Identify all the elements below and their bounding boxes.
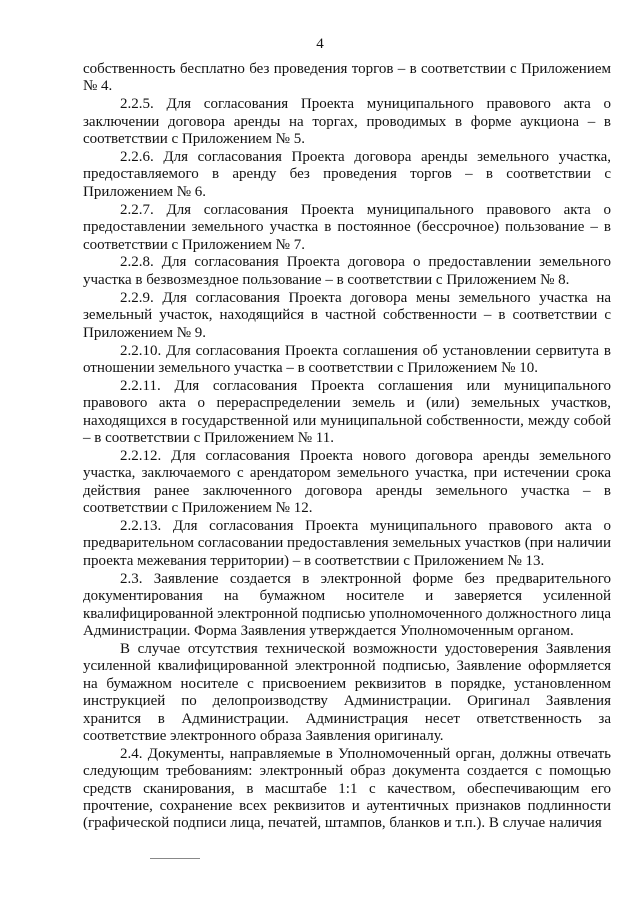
paragraph-continuation: собственность бесплатно без проведения торгов – в соответствии с Приложением № 4. [83,61,611,95]
scan-artifact-line [150,858,200,859]
paragraph-2-3: 2.3. Заявление создается в электронной форме без предварительного документирования на бумажном носителе и заверяется усиленной квалифицированной электронной подписью уполномоченного должностного лица Администрации. Форма Заявления утверждается Уполномоченным органом. [83,570,611,639]
paragraph-2-4: 2.4. Документы, направляемые в Уполномоченный орган, должны отвечать следующим требованиям: электронный образ документа создается с помощью средств сканирования, в масштабе 1:1 с качеством, обеспечивающим его прочтение, сохранение всех реквизитов и аутентичных признаков подлинности (графической подписи лица, печатей, штампов, бланков и т.п.). В случае наличия [83,745,611,832]
paragraph-2-2-6: 2.2.6. Для согласования Проекта договора аренды земельного участка, предоставляемого в аренду без проведения торгов – в соответствии с Приложением № 6. [83,149,611,200]
paragraph-2-2-13: 2.2.13. Для согласования Проекта муниципального правового акта о предварительном согласовании предоставления земельных участков (при наличии проекта межевания территории) – в соответствии с Приложением № 13. [83,518,611,569]
paragraph-2-2-9: 2.2.9. Для согласования Проекта договора мены земельного участка на земельный участок, находящийся в частной собственности – в соответствии с Приложением № 9. [83,289,611,341]
paragraph-2-2-10: 2.2.10. Для согласования Проекта соглашения об установлении сервитута в отношении земельного участка – в соответствии с Приложением № 10. [83,342,611,376]
paragraph-2-2-11: 2.2.11. Для согласования Проекта соглашения или муниципального правового акта о перераспределении земель и (или) земельных участков, находящихся в государственной или муниципальной собственности, между собой – в соответствии с Приложением № 11. [83,377,611,447]
paragraph-2-2-5: 2.2.5. Для согласования Проекта муниципального правового акта о заключении договора аренды на торгах, проводимых в форме аукциона – в соответствии с Приложением № 5. [83,96,611,148]
paragraph-2-3-continued: В случае отсутствия технической возможности удостоверения Заявления усиленной квалифицированной электронной подписью, Заявление оформляется на бумажном носителе с присвоением реквизитов в порядке, установленном инструкцией по делопроизводству Администрации. Оригинал Заявления хранится в Администрации. Администрация несет ответственность за соответствие электронного образа Заявления оригиналу. [83,640,611,744]
paragraph-2-2-12: 2.2.12. Для согласования Проекта нового договора аренды земельного участка, заключаемого с арендатором земельного участка, при истечении срока действия ранее заключенного договора аренды земельного участка – в соответствии с Приложением № 12. [83,447,611,517]
page-number: 4 [316,36,324,52]
paragraph-2-2-8: 2.2.8. Для согласования Проекта договора о предоставлении земельного участка в безвозмездное пользование – в соответствии с Приложением № 8. [83,254,611,288]
paragraph-2-2-7: 2.2.7. Для согласования Проекта муниципального правового акта о предоставлении земельного участка в постоянное (бессрочное) пользование – в соответствии с Приложением № 7. [83,201,611,253]
document-body [83,61,611,833]
